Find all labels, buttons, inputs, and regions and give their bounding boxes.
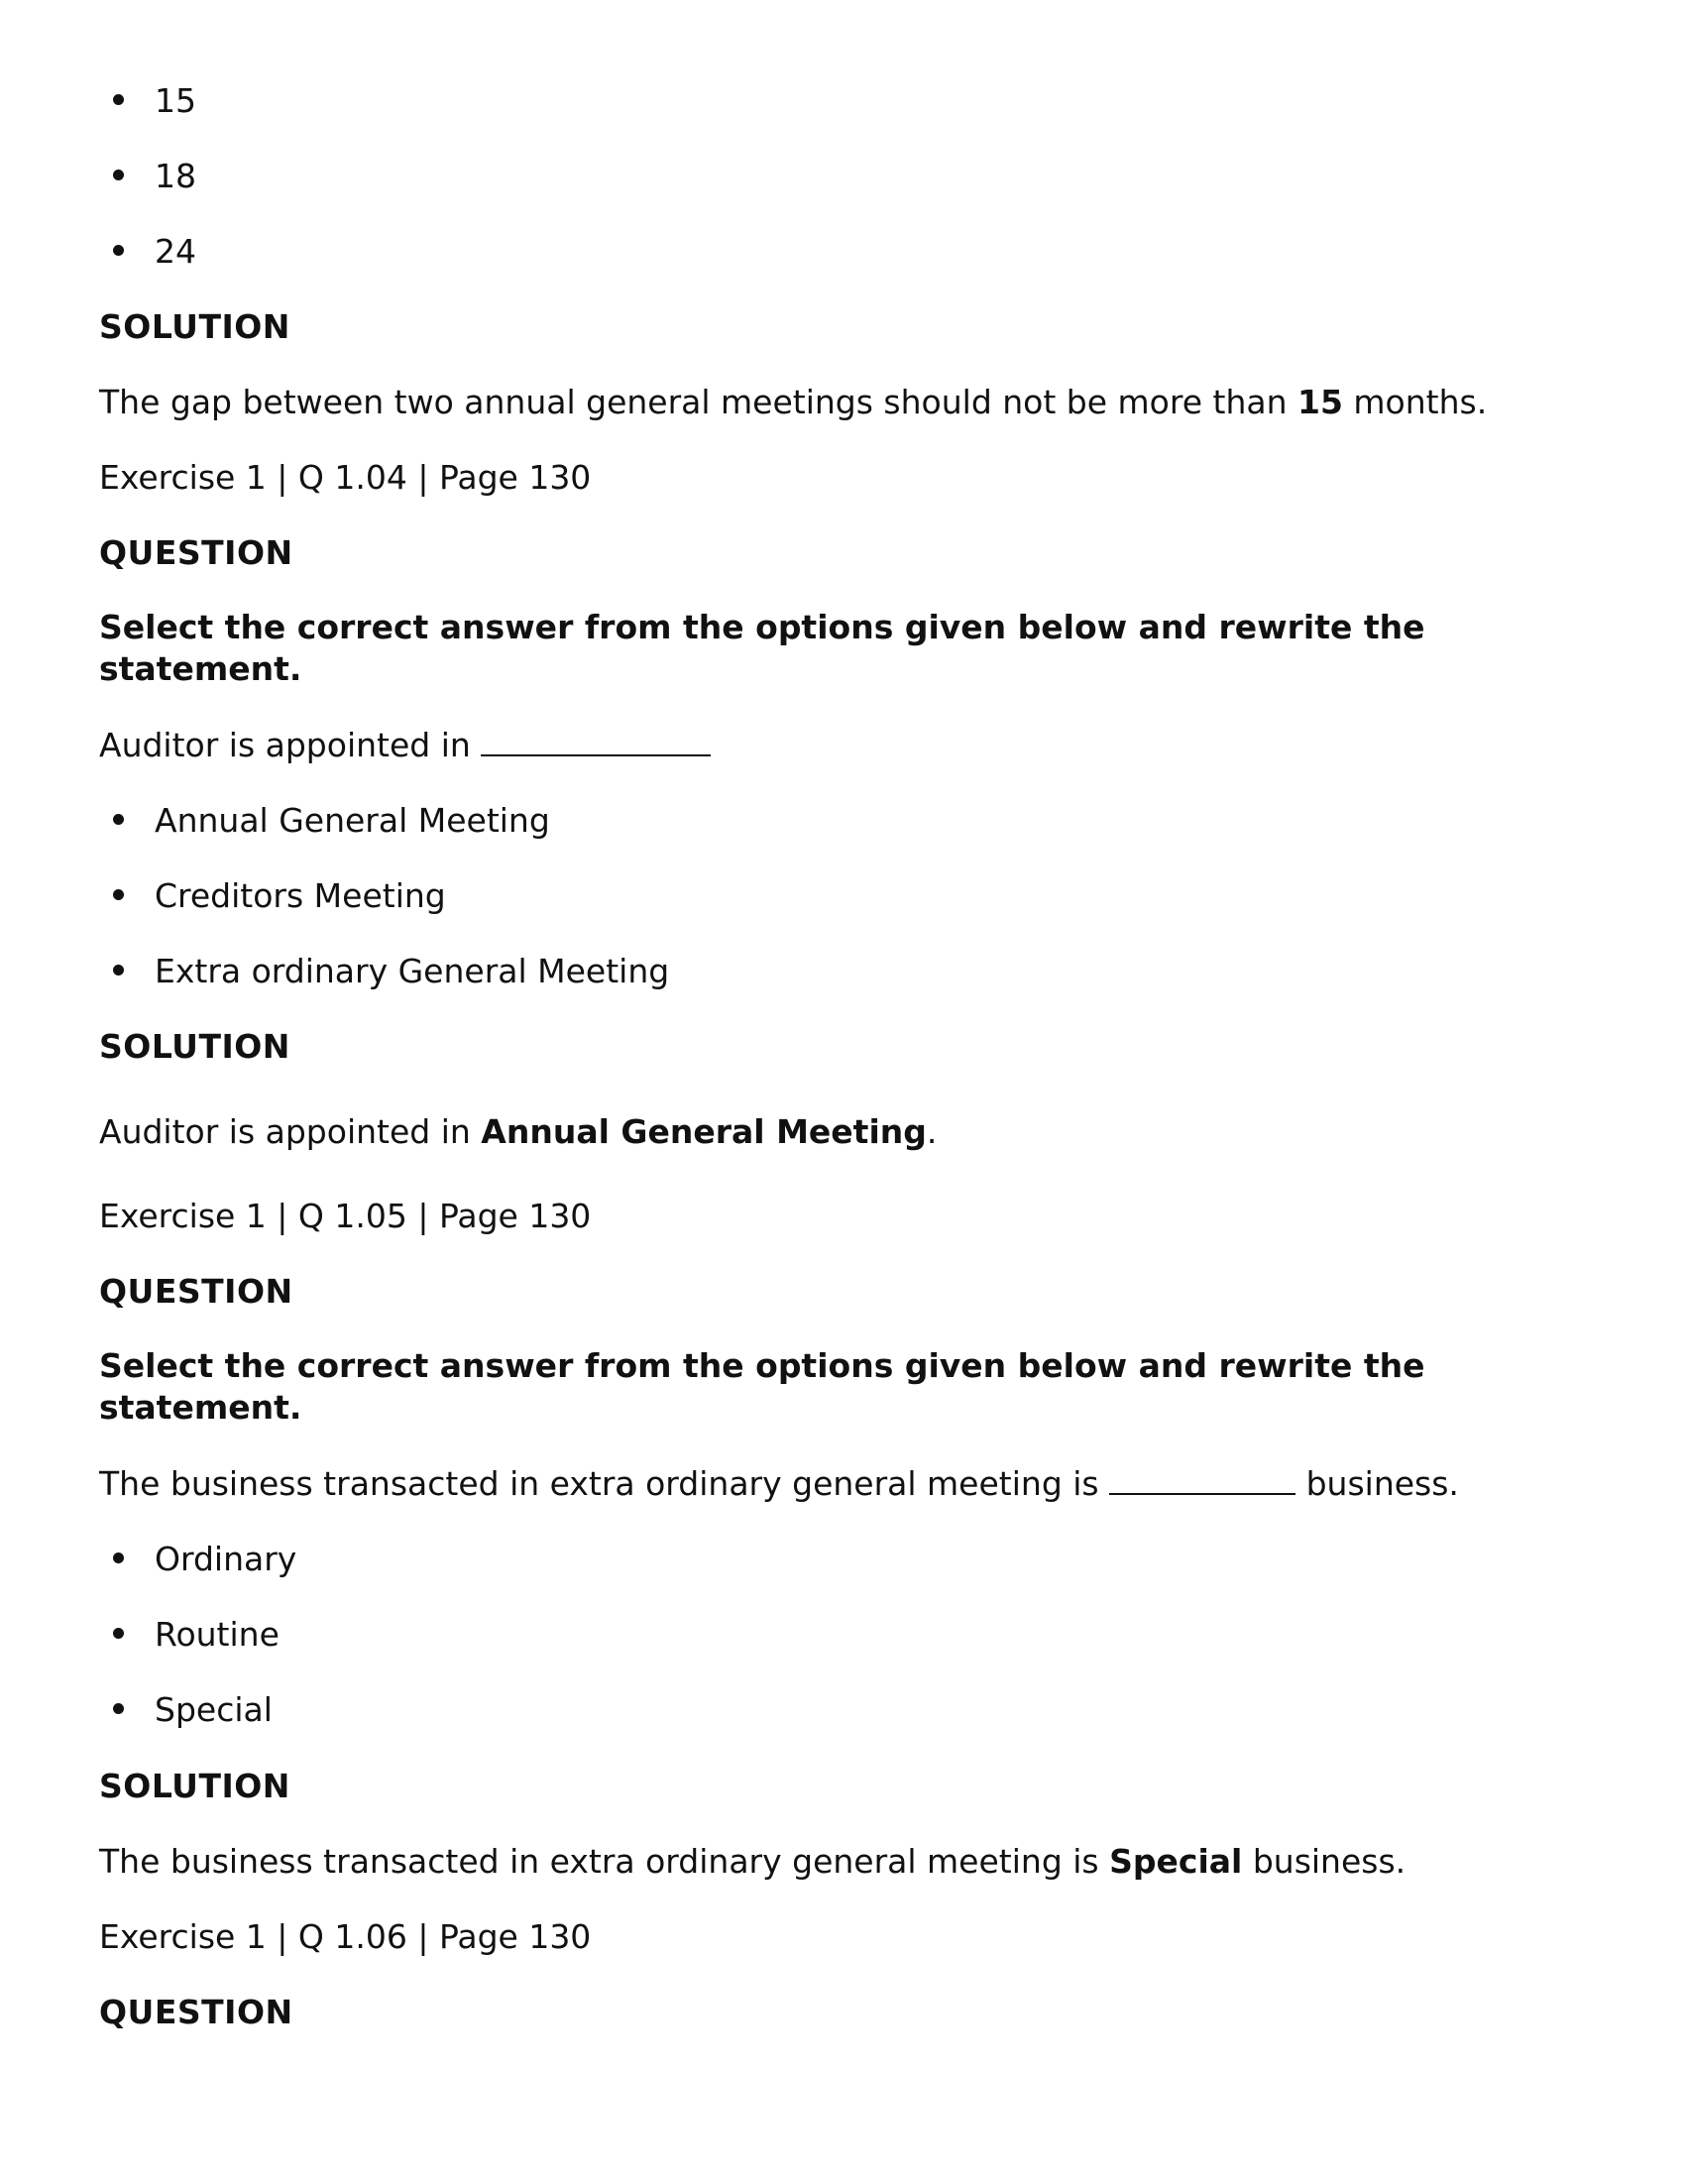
bullet-icon	[113, 1703, 124, 1714]
bullet-icon	[113, 965, 124, 976]
question-heading: QUESTION	[99, 533, 293, 572]
answer-blank	[1109, 1463, 1295, 1495]
question-statement: Auditor is appointed in	[99, 724, 711, 767]
solution-heading: SOLUTION	[99, 307, 290, 346]
bullet-icon	[113, 245, 124, 256]
question-instruction: Select the correct answer from the options given below and rewrite the statement.	[99, 1346, 1425, 1427]
question-reference: Exercise 1 | Q 1.04 | Page 130	[99, 458, 592, 497]
option-item: 24	[155, 230, 196, 274]
bullet-icon	[113, 889, 124, 900]
question-heading: QUESTION	[99, 1272, 293, 1311]
option-item: 15	[155, 79, 196, 123]
question-reference: Exercise 1 | Q 1.05 | Page 130	[99, 1197, 592, 1235]
bullet-icon	[113, 814, 124, 825]
option-item: Routine	[155, 1613, 280, 1657]
option-item: Annual General Meeting	[155, 799, 550, 843]
option-item: Special	[155, 1688, 273, 1732]
solution-text: The business transacted in extra ordinary general meeting is Special business.	[99, 1842, 1407, 1881]
option-item: Extra ordinary General Meeting	[155, 950, 669, 993]
question-statement: The business transacted in extra ordinary general meeting is business.	[99, 1464, 1459, 1503]
answer-blank	[481, 725, 711, 756]
solution-heading: SOLUTION	[99, 1767, 290, 1805]
bullet-icon	[113, 94, 124, 105]
bullet-icon	[113, 1552, 124, 1563]
bullet-icon	[113, 1628, 124, 1639]
question-instruction: Select the correct answer from the options given below and rewrite the statement.	[99, 608, 1425, 688]
solution-text: The gap between two annual general meetings should not be more than 15 months.	[99, 383, 1488, 421]
question-heading: QUESTION	[99, 1993, 293, 2031]
option-item: Creditors Meeting	[155, 874, 446, 918]
bullet-icon	[113, 170, 124, 180]
solution-heading: SOLUTION	[99, 1027, 290, 1066]
option-item: 18	[155, 155, 196, 198]
option-item: Ordinary	[155, 1538, 296, 1581]
question-reference: Exercise 1 | Q 1.06 | Page 130	[99, 1917, 592, 1956]
solution-text: Auditor is appointed in Annual General Meeting.	[99, 1112, 938, 1151]
